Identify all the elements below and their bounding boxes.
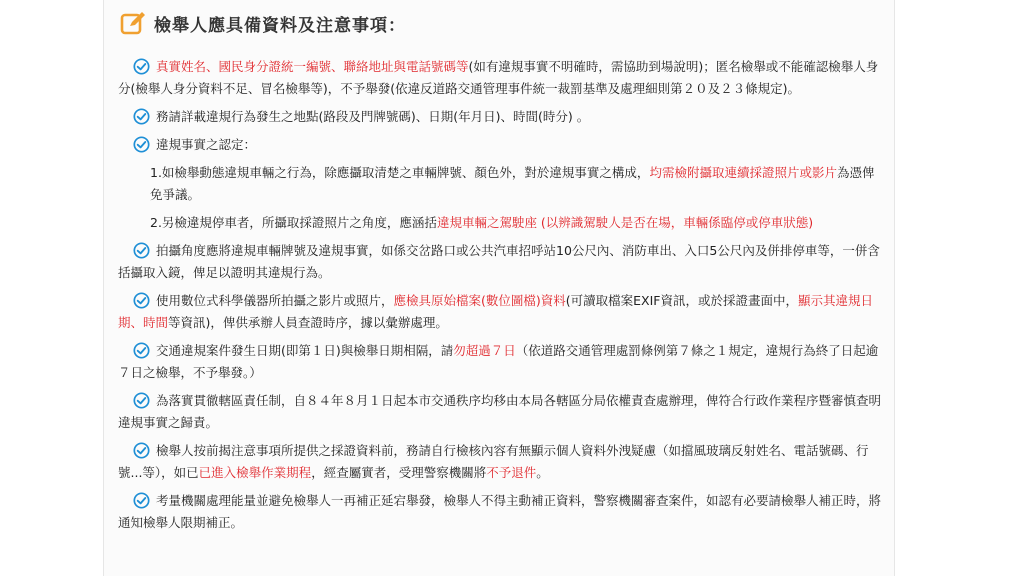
body-text: ，經查屬實者，受理警察機關將 bbox=[311, 465, 487, 480]
body-text: 為落實貫徹轄區責任制，自８４年８月１日起本市交通秩序均移由本局各轄區分局依權責查處辦理，俾符合行政作業程序暨審慎查明違規事實之歸責。 bbox=[118, 393, 882, 430]
notice-list bbox=[118, 56, 886, 540]
body-text: 使用數位式科學儀器所拍攝之影片或照片， bbox=[156, 293, 394, 308]
notice-subitem bbox=[118, 162, 886, 206]
notice-item bbox=[118, 440, 886, 484]
highlight-text: 不予退件 bbox=[486, 465, 537, 480]
edit-icon bbox=[120, 10, 146, 36]
body-text: （依道路交通管理處罰條例第７條之１規定，違規行為終了日起逾７日之檢舉，不予舉發。） bbox=[118, 343, 879, 380]
highlight-text: 違規車輛之駕駛座 (以辨識駕駛人是否在場，車輛係臨停或停車狀態) bbox=[436, 215, 814, 230]
body-text: 。 bbox=[536, 465, 549, 480]
page-title: 檢舉人應具備資料及注意事項： bbox=[154, 15, 406, 36]
check-circle-icon bbox=[133, 392, 150, 409]
body-text: 違規事實之認定： bbox=[156, 137, 257, 152]
body-text: 拍攝角度應將違規車輛牌號及違規事實，如係交岔路口或公共汽車招呼站10公尺內、消防車出、入口5公尺內及併排停車等，一併含括攝取入鏡，俾足以證明其違規行為。 bbox=[118, 243, 880, 280]
notice-subitem bbox=[118, 212, 886, 234]
body-text: (可讀取檔案EXIF資訊，或於採證畫面中， bbox=[565, 293, 798, 308]
check-circle-icon bbox=[133, 242, 150, 259]
body-text: (如有違規事實不明確時，需協助到場說明)；匿名檢舉或不能確認檢舉人身分(檢舉人身分資料不足、冒名檢舉等)，不予舉發(依違反道路交通管理事件統一裁罰基準及處理細則第２０及２３條規定)。 bbox=[118, 59, 879, 96]
notice-item bbox=[118, 290, 886, 334]
check-circle-icon bbox=[133, 292, 150, 309]
check-circle-icon bbox=[133, 58, 150, 75]
section-header bbox=[120, 8, 406, 38]
body-text: 務請詳載違規行為發生之地點(路段及門牌號碼)、日期(年月日)、時間(時分) 。 bbox=[156, 109, 590, 124]
check-circle-icon bbox=[133, 342, 150, 359]
body-text: 2.另檢違規停車者，所攝取採證照片之角度，應涵括 bbox=[150, 215, 437, 230]
notice-item bbox=[118, 56, 886, 100]
check-circle-icon bbox=[133, 442, 150, 459]
highlight-text: 均需檢附攝取連續採證照片或影片 bbox=[649, 165, 837, 180]
body-text: 檢舉人按前揭注意事項所提供之採證資料前，務請自行檢核內容有無顯示個人資料外洩疑慮（如擋風玻璃反射姓名、電話號碼、行號...等），如已 bbox=[118, 443, 869, 480]
notice-item bbox=[118, 490, 886, 534]
notice-item bbox=[118, 106, 886, 128]
body-text: 交通違規案件發生日期(即第１日)與檢舉日期相隔，請 bbox=[156, 343, 454, 358]
notice-item bbox=[118, 390, 886, 434]
content-panel bbox=[103, 0, 895, 576]
highlight-text: 真實姓名、國民身分證統一編號、聯絡地址與電話號碼等 bbox=[156, 59, 469, 74]
check-circle-icon bbox=[133, 136, 150, 153]
check-circle-icon bbox=[133, 492, 150, 509]
notice-item bbox=[118, 134, 886, 156]
notice-item bbox=[118, 240, 886, 284]
body-text: 1.如檢舉動態違規車輛之行為，除應攝取清楚之車輛牌號、顏色外，對於違規事實之構成， bbox=[150, 165, 650, 180]
highlight-text: 應檢具原始檔案(數位圖檔)資料 bbox=[393, 293, 566, 308]
body-text: 為憑俾免爭議。 bbox=[150, 165, 875, 202]
highlight-text: 勿超過７日 bbox=[453, 343, 516, 358]
body-text: 考量機關處理能量並避免檢舉人一再補正延宕舉發，檢舉人不得主動補正資料，警察機關審查案件，如認有必要請檢舉人補正時，將通知檢舉人限期補正。 bbox=[118, 493, 882, 530]
notice-item bbox=[118, 340, 886, 384]
body-text: 等資訊)，俾供承辦人員查證時序，據以彙辦處理。 bbox=[168, 315, 448, 330]
highlight-text: 已進入檢舉作業期程 bbox=[198, 465, 312, 480]
check-circle-icon bbox=[133, 108, 150, 125]
highlight-text: 顯示其違規日期、時間 bbox=[118, 293, 874, 330]
